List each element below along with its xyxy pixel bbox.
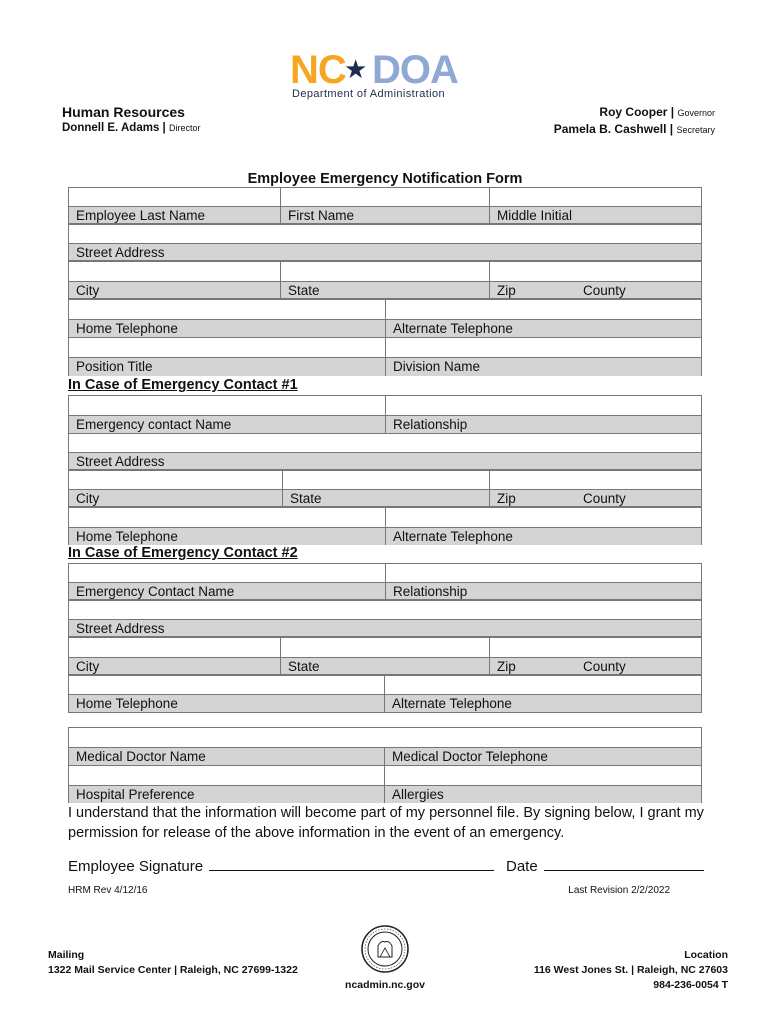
contact1-zip-label: Zip [497,491,516,506]
alt-phone-label: Alternate Telephone [393,321,513,336]
secretary-role: Secretary [676,125,715,135]
contact1-relationship-label: Relationship [393,417,468,432]
contact2-street-input-row[interactable] [68,600,702,620]
contact2-heading: In Case of Emergency Contact #2 [68,545,298,561]
ncdoa-logo [290,50,476,102]
mailing-label: Mailing [48,949,85,961]
state-field[interactable] [281,262,490,282]
contact1-phone-label-row [68,527,702,545]
contact1-state-label: State [290,491,322,506]
contact2-phone-label-row [68,694,702,713]
contact2-street-label-row [68,619,702,637]
director-line [62,122,200,134]
signature-line[interactable] [68,856,494,875]
location-address: 116 West Jones St. | Raleigh, NC 27603 [533,964,728,976]
contact2-name-label-row [68,582,702,600]
medical-hospital-input-row[interactable] [68,765,702,786]
contact1-county-label: County [583,491,626,506]
contact2-zip-field[interactable] [490,638,701,658]
hrm-revision: HRM Rev 4/12/16 [68,885,148,896]
phone-number: 984-236-0054 T [653,979,728,991]
signature-field[interactable] [209,856,494,871]
state-seal-icon [360,924,410,974]
director-role: Director [168,123,201,133]
employee-street-input-row[interactable] [68,224,702,244]
middle-initial-field[interactable] [490,188,701,207]
contact1-city-field[interactable] [69,471,283,490]
contact1-relationship-field[interactable] [386,396,701,416]
contact2-state-field[interactable] [281,638,490,658]
contact1-alt-phone-label: Alternate Telephone [393,529,513,544]
street-field[interactable] [69,225,701,244]
contact2-city-label: City [76,659,100,674]
mailing-block [48,948,298,978]
contact1-street-field[interactable] [69,434,701,453]
contact1-city-label-row [68,489,702,507]
medical-top-input-row[interactable] [68,727,702,748]
contact1-name-field[interactable] [69,396,386,416]
contact2-name-input-row[interactable] [68,563,702,583]
employee-street-label-row [68,243,702,261]
contact2-relationship-label: Relationship [393,584,468,599]
date-label: Date [506,858,538,875]
contact1-phone-input-row[interactable] [68,507,702,528]
division-field[interactable] [386,338,701,358]
contact1-name-label-row [68,415,702,434]
home-phone-label: Home Telephone [76,321,178,336]
date-line[interactable] [506,856,704,875]
employee-phone-input-row[interactable] [68,299,702,320]
contact2-city-label-row [68,657,702,675]
contact2-city-input-row[interactable] [68,637,702,658]
contact2-street-label: Street Address [76,621,165,636]
middle-initial-label: Middle Initial [497,208,573,223]
logo-subtitle: Department of Administration [292,88,446,100]
medical-doctor-label-row [68,747,702,766]
last-name-field[interactable] [69,188,281,207]
hospital-label: Hospital Preference [76,787,195,802]
contact1-home-phone-field[interactable] [69,508,386,528]
zip-county-field[interactable] [490,262,701,282]
star-icon: ★ [344,54,368,84]
street-label: Street Address [76,245,165,260]
city-field[interactable] [69,262,281,282]
secretary-name: Pamela B. Cashwell | [553,122,674,136]
form-title: Employee Emergency Notification Form [247,171,523,187]
employee-phone-label-row [68,319,702,338]
signature-label: Employee Signature [68,858,204,875]
contact2-relationship-field[interactable] [386,564,701,583]
first-name-label: First Name [288,208,355,223]
city-label: City [76,283,100,298]
contact1-name-label: Emergency contact Name [76,417,232,432]
position-label: Position Title [76,359,153,374]
home-phone-field[interactable] [69,300,386,320]
mailing-address: 1322 Mail Service Center | Raleigh, NC 27699-1322 [48,964,298,976]
position-field[interactable] [69,338,386,358]
employee-name-input-row[interactable] [68,187,702,207]
website[interactable]: ncadmin.nc.gov [345,979,425,991]
alt-phone-field[interactable] [386,300,701,320]
last-revision: Last Revision 2/2/2022 [568,885,670,896]
department-title: Human Resources [62,104,185,120]
contact1-zip-field[interactable] [490,471,701,490]
director-name: Donnell E. Adams | [62,122,166,134]
contact2-phone-input-row[interactable] [68,675,702,695]
first-name-field[interactable] [281,188,490,207]
allergies-label: Allergies [392,787,444,802]
county-label: County [583,283,626,298]
contact1-street-input-row[interactable] [68,433,702,453]
employee-name-label-row [68,206,702,224]
contact2-zip-label: Zip [497,659,516,674]
contact1-name-input-row[interactable] [68,395,702,416]
state-label: State [288,283,320,298]
employee-position-input-row[interactable] [68,337,702,358]
contact1-alt-phone-field[interactable] [386,508,701,528]
division-label: Division Name [393,359,481,374]
employee-position-label-row [68,357,702,376]
doctor-phone-label: Medical Doctor Telephone [392,749,548,764]
consent-paragraph: I understand that the information will become part of my personnel file. By signing below, I grant my permission for release of the above information in the event of an emergency. [68,805,704,841]
contact2-name-label: Emergency Contact Name [76,584,235,599]
contact1-city-label: City [76,491,100,506]
contact2-home-phone-field[interactable] [69,676,385,695]
governor-role: Governor [677,108,715,118]
allergies-field[interactable] [385,766,701,786]
officials-block [554,104,715,138]
location-label: Location [684,949,728,961]
doctor-name-label: Medical Doctor Name [76,749,206,764]
medical-top-field[interactable] [69,728,701,748]
contact2-alt-phone-label: Alternate Telephone [392,696,512,711]
governor-name: Roy Cooper | [599,105,675,119]
employee-city-input-row[interactable] [68,261,702,282]
medical-hospital-label-row [68,785,702,803]
contact1-city-input-row[interactable] [68,470,702,490]
last-name-label: Employee Last Name [76,208,206,223]
logo-nc-text: NC [290,48,346,92]
contact2-county-label: County [583,659,626,674]
contact2-home-phone-label: Home Telephone [76,696,178,711]
employee-city-label-row [68,281,702,299]
contact1-heading: In Case of Emergency Contact #1 [68,377,298,393]
date-field[interactable] [544,856,704,871]
logo-doa-text: DOA [372,48,458,92]
contact1-home-phone-label: Home Telephone [76,529,178,544]
contact1-state-field[interactable] [283,471,490,490]
contact2-state-label: State [288,659,320,674]
hospital-field[interactable] [69,766,385,786]
contact1-street-label-row [68,452,702,470]
contact2-city-field[interactable] [69,638,281,658]
contact2-alt-phone-field[interactable] [385,676,701,695]
contact1-street-label: Street Address [76,454,165,469]
location-block [534,948,728,993]
zip-label: Zip [497,283,516,298]
contact2-name-field[interactable] [69,564,386,583]
contact2-street-field[interactable] [69,601,701,620]
